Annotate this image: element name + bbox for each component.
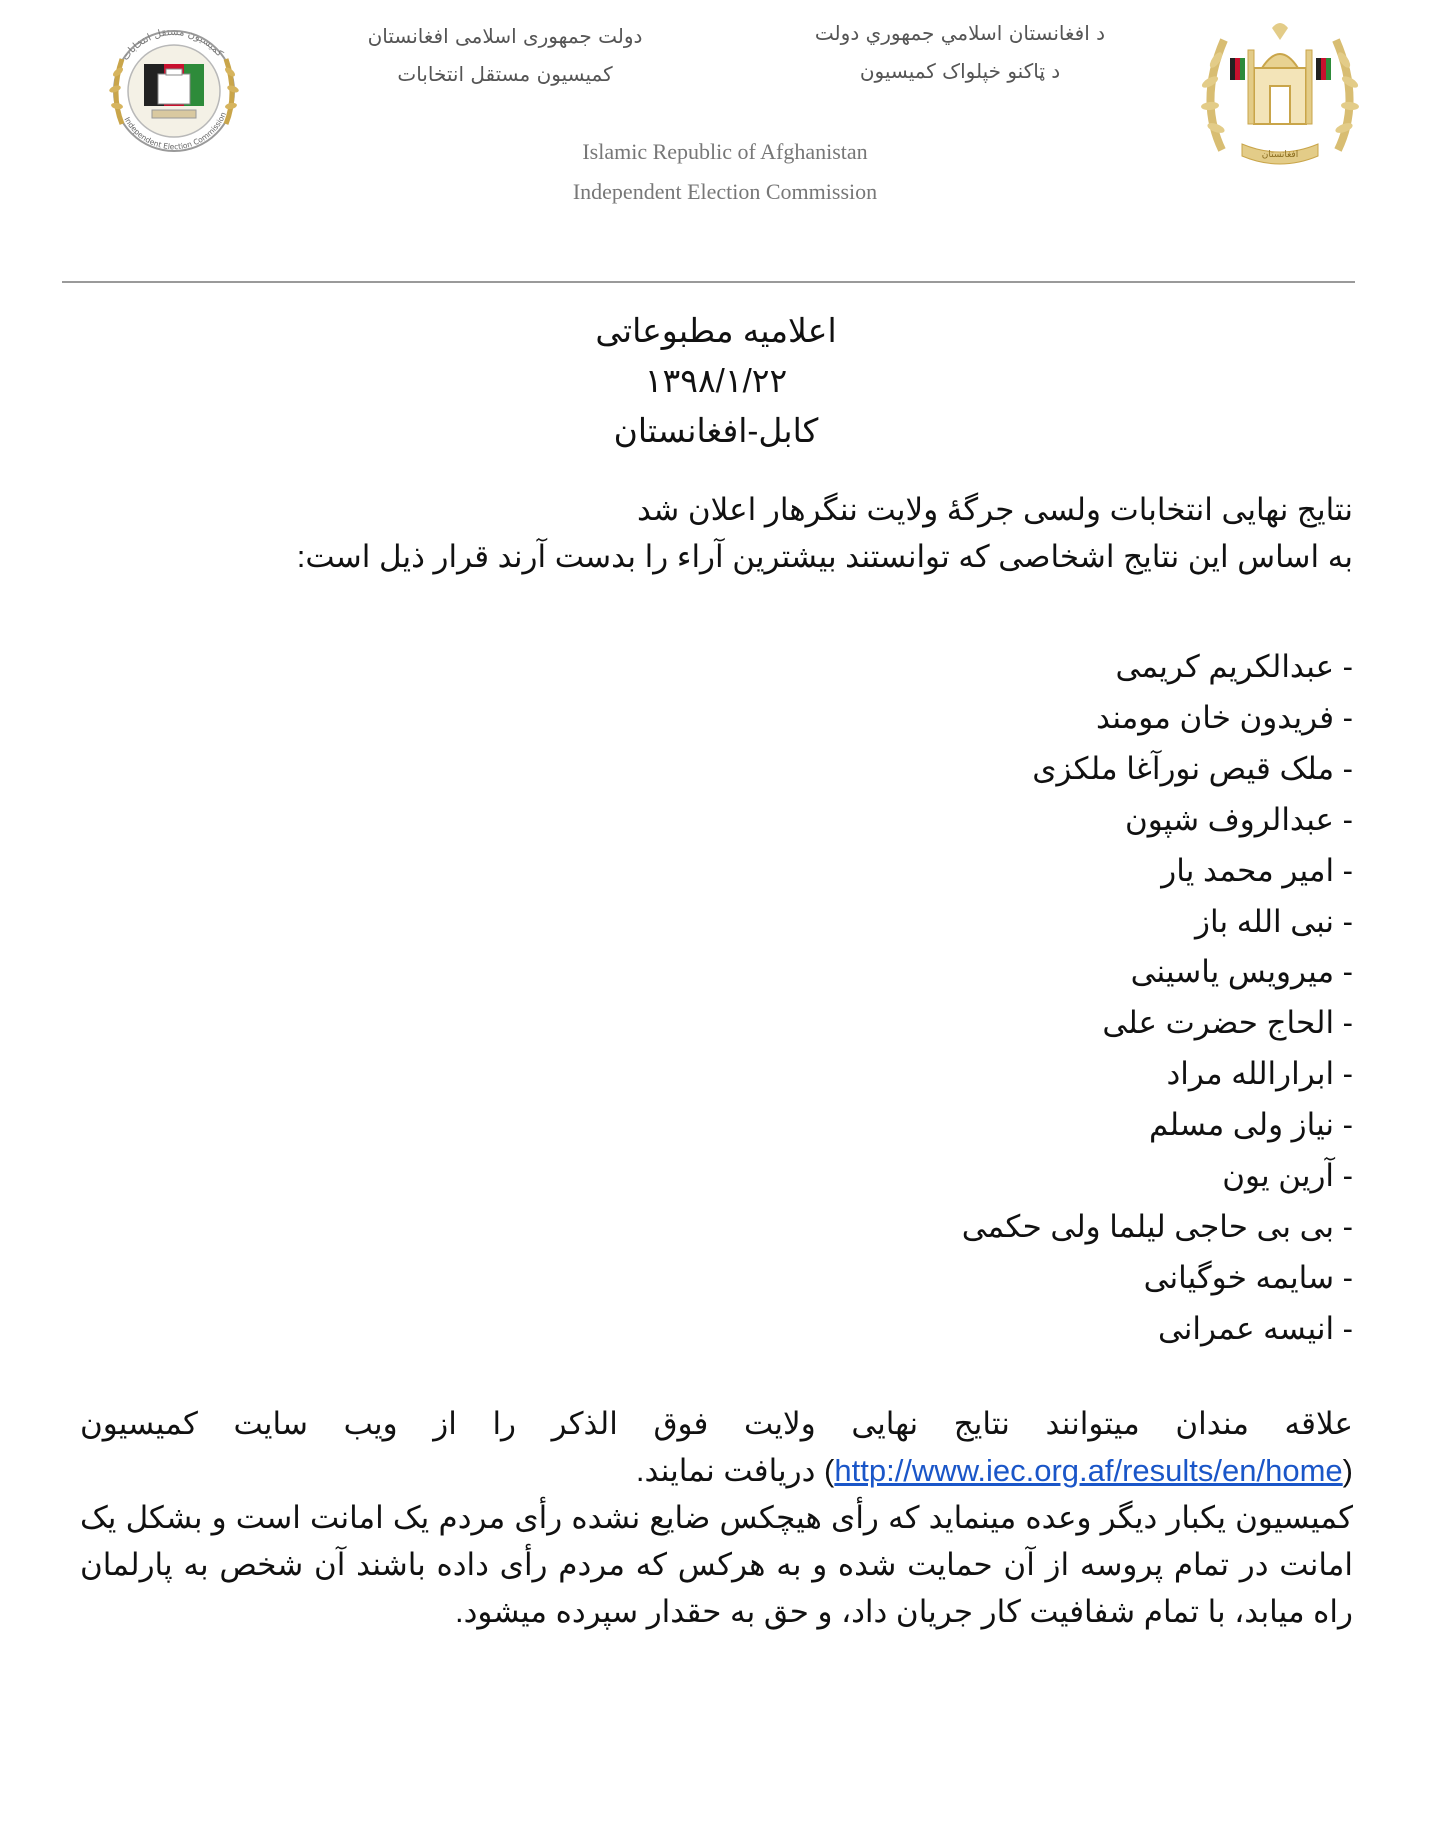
list-item: - عبدالکریم کریمی bbox=[1115, 649, 1353, 684]
header-divider bbox=[62, 281, 1355, 283]
website-paragraph-start: علاقه مندان میتوانند نتایج نهایی ولایت فوق الذکر را از ویب سایت کمیسیون ( bbox=[80, 1406, 1353, 1488]
header-dari bbox=[345, 17, 665, 93]
list-item: - عبدالروف شپون bbox=[1124, 801, 1353, 837]
header-english-line1: Islamic Republic of Afghanistan bbox=[582, 139, 868, 164]
website-paragraph bbox=[80, 1400, 1353, 1494]
header-dari-line1: دولت جمهوری اسلامی افغانستان bbox=[367, 24, 643, 48]
header-pashto-line1: د افغانستان اسلامي جمهوري دولت bbox=[814, 21, 1106, 45]
closing-paragraphs bbox=[80, 1400, 1353, 1635]
list-item: - ملک قیص نورآغا ملکزی bbox=[1032, 750, 1353, 786]
list-item: - فریدون خان مومند bbox=[1096, 699, 1353, 735]
press-release-heading: اعلامیه مطبوعاتی bbox=[595, 312, 837, 349]
header-pashto bbox=[790, 14, 1130, 90]
list-item: - میرویس یاسینی bbox=[1130, 954, 1353, 990]
iec-emblem-icon bbox=[82, 14, 266, 168]
commitment-paragraph: کمیسیون یکبار دیگر وعده مینماید که رأی هیچکس ضایع نشده رأی مردم یک امانت است و بشکل یک امانت در تمام پروسه از آن حمایت شده و به هرکس که مردم رأی داده باشند آن شخص به پارلمان راه میابد، با تمام شفافیت کار جریان داد، و حق به حقدار سپرده میشود. bbox=[80, 1500, 1353, 1629]
list-item: - نیاز ولی مسلم bbox=[1149, 1107, 1353, 1143]
list-item: - امیر محمد یار bbox=[1161, 852, 1353, 888]
list-item: - انیسه عمرانی bbox=[1157, 1310, 1353, 1346]
national-emblem-icon bbox=[1192, 10, 1368, 174]
press-release-place: کابل-افغانستان bbox=[613, 412, 819, 449]
candidate-list bbox=[400, 642, 1353, 1355]
header-english-line2: Independent Election Commission bbox=[572, 179, 878, 204]
list-item: - آرین یون bbox=[1222, 1158, 1353, 1194]
press-release-date: ۱۳۹۸/۱/۲۲ bbox=[644, 362, 788, 399]
press-release-title-block bbox=[400, 306, 1032, 456]
website-paragraph-end: ) دریافت نمایند. bbox=[635, 1453, 835, 1488]
national-emblem-ribbon-text: افغانستان bbox=[1261, 150, 1299, 160]
header-dari-line2: کمیسیون مستقل انتخابات bbox=[397, 62, 613, 86]
intro-paragraph bbox=[80, 486, 1353, 580]
list-item: - ابرارالله مراد bbox=[1166, 1056, 1353, 1092]
iec-emblem-top-text: کمیسیون مستقل انتخابات bbox=[120, 26, 225, 63]
iec-emblem bbox=[82, 14, 266, 168]
list-item: - سایمه خوگیانی bbox=[1143, 1259, 1353, 1295]
iec-emblem-caption: Independent Election Commission bbox=[122, 110, 229, 152]
header-pashto-line2: د ټاکنو خپلواک کمیسیون bbox=[859, 59, 1061, 83]
header-english bbox=[480, 132, 970, 212]
list-item: - بی بی حاجی لیلما ولی حکمی bbox=[961, 1208, 1353, 1244]
list-item: - نبی الله باز bbox=[1195, 903, 1353, 939]
intro-line-1: نتایج نهایی انتخابات ولسی جرگۀ ولایت ننگرهار اعلان شد bbox=[637, 492, 1353, 527]
national-emblem bbox=[1192, 10, 1368, 174]
intro-line-2: به اساس این نتایج اشخاصی که توانستند بیشترین آراء را بدست آرند قرار ذیل است: bbox=[296, 539, 1353, 574]
list-item: - الحاج حضرت علی bbox=[1102, 1005, 1353, 1041]
results-link[interactable]: http://www.iec.org.af/results/en/home bbox=[834, 1453, 1343, 1488]
